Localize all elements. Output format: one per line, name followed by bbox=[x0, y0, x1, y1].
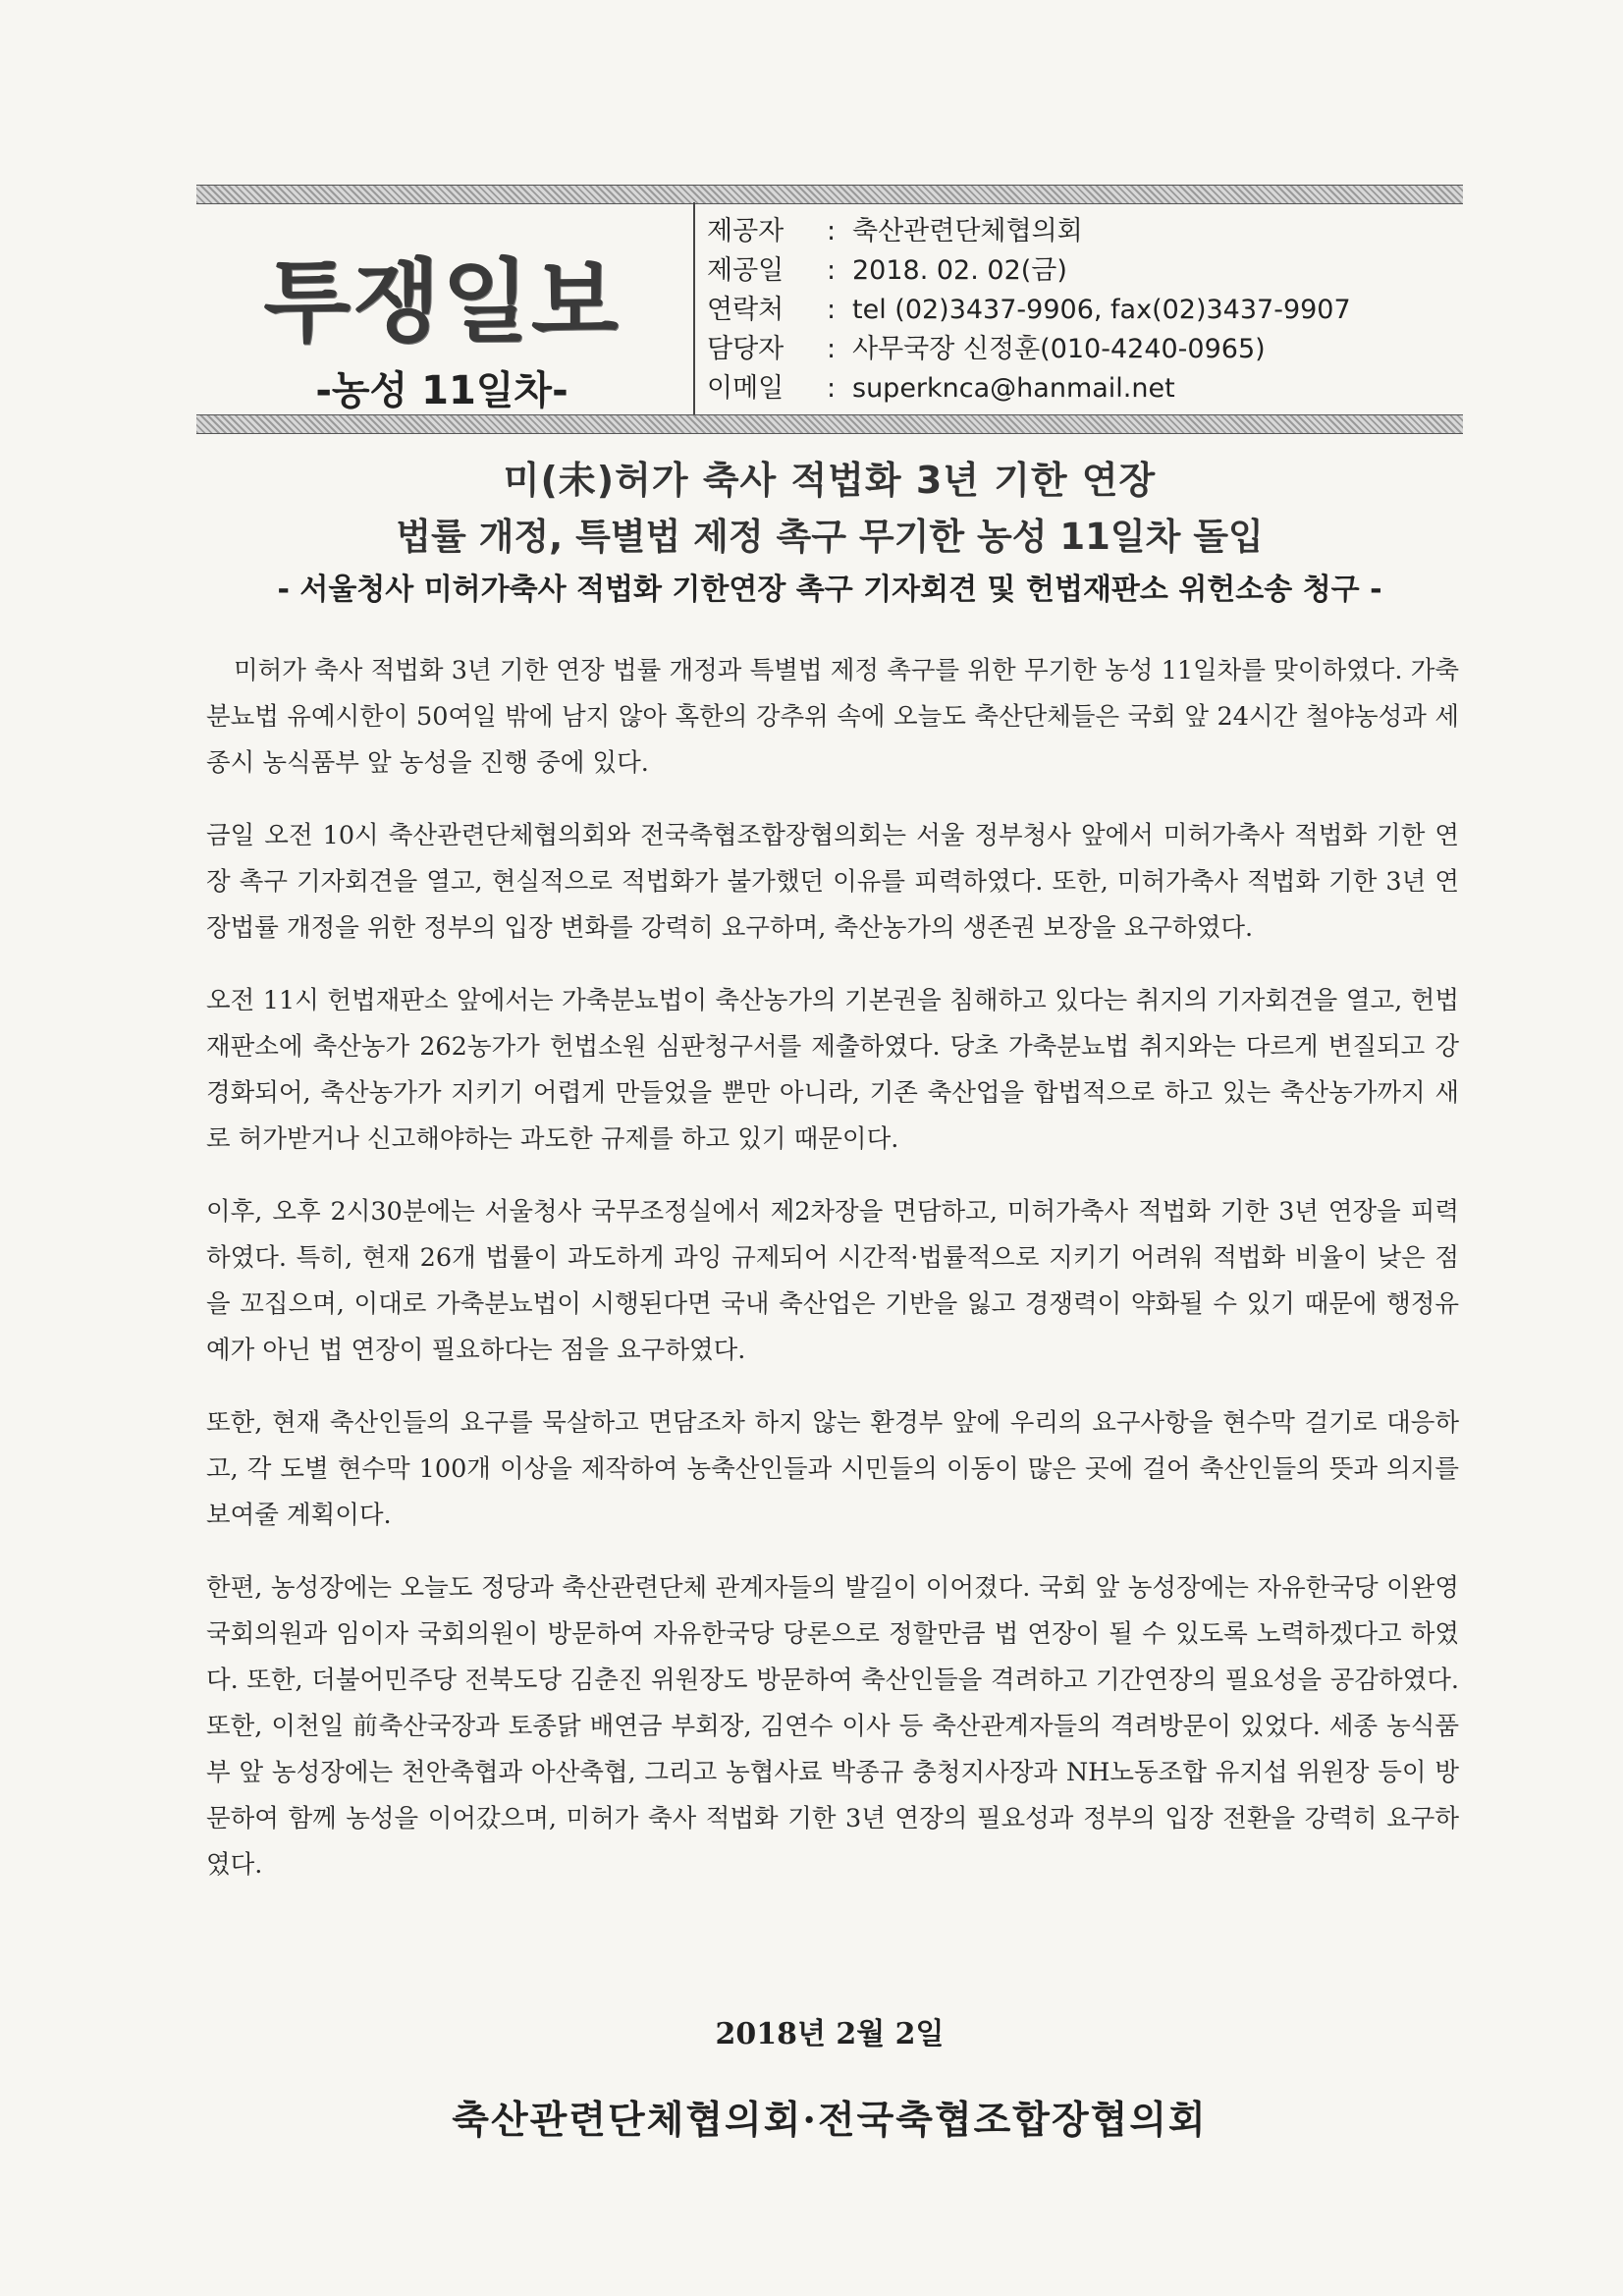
masthead-block bbox=[196, 202, 687, 414]
info-label: 담당자 bbox=[707, 334, 784, 364]
header-bottom-border bbox=[196, 414, 1463, 434]
info-row-date: 제공일 : 2018. 02. 02(금) bbox=[707, 251, 1453, 291]
paragraph: 한편, 농성장에는 오늘도 정당과 축산관련단체 관계자들의 발길이 이어졌다. 국회 앞 농성장에는 자유한국당 이완영 국회의원과 임이자 국회의원이 방문하여 자유한국당 당론으로 정할만큼 법 연장이 될 수 있도록 노력하겠다고 하였다. 또한, 더불어민주당 전북도당 김춘진 위원장도 방문하여 축산인들을 격려하고 기간연장의 필요성을 공감하였다. 또한, 이천일 前축산국장과 토종닭 배연금 부회장, 김연수 이사 등 축산관계자들의 격려방문이 있었다. 세종 농식품부 앞 농성장에는 천안축협과 아산축협, 그리고 농협사료 박종규 충청지사장과 NH노동조합 유지섭 위원장 등이 방문하여 함께 농성을 이어갔으며, 미허가 축사 적법화 기한 3년 연장의 필요성과 정부의 입장 전환을 강력히 요구하였다. bbox=[206, 1573, 1459, 1880]
masthead-title: 투쟁일보 bbox=[263, 249, 621, 355]
headline-block bbox=[196, 452, 1463, 615]
paragraph: 또한, 현재 축산인들의 요구를 묵살하고 면담조차 하지 않는 환경부 앞에 우리의 요구사항을 현수막 걸기로 대응하고, 각 도별 현수막 100개 이상을 제작하여 농축산인들과 시민들의 이동이 많은 곳에 걸어 축산인들의 뜻과 의지를 보여줄 계획이다. bbox=[206, 1408, 1459, 1530]
info-value: 2018. 02. 02(금) bbox=[852, 255, 1067, 286]
paragraph: 오전 11시 헌법재판소 앞에서는 가축분뇨법이 축산농가의 기본권을 침해하고 있다는 취지의 기자회견을 열고, 헌법재판소에 축산농가 262농가가 헌법소원 심판청구서를 제출하였다. 당초 가축분뇨법 취지와는 다르게 변질되고 강경화되어, 축산농가가 지키기 어렵게 만들었을 뿐만 아니라, 기존 축산업을 합법적으로 하고 있는 축산농가까지 새로 허가받거나 신고해야하는 과도한 규제를 하고 있기 때문이다. bbox=[206, 986, 1459, 1154]
info-value: 사무국장 신정훈(010-4240-0965) bbox=[852, 334, 1266, 364]
summary-line: - 서울청사 미허가축사 적법화 기한연장 촉구 기자회견 및 헌법재판소 위헌소송 청구 - bbox=[277, 573, 1382, 607]
info-row-contact: 연락처 : tel (02)3437-9906, fax(02)3437-9907 bbox=[707, 291, 1453, 330]
info-value: superknca@hanmail.net bbox=[852, 373, 1175, 404]
header-divider bbox=[693, 202, 695, 414]
info-row-provider: 제공자 : 축산관련단체협의회 bbox=[707, 212, 1453, 251]
article-body bbox=[206, 648, 1459, 1915]
info-label: 연락처 bbox=[707, 295, 784, 325]
release-date: 2018년 2월 2일 bbox=[715, 2017, 945, 2051]
issuer-signature: 축산관련단체협의회·전국축협조합장협의회 bbox=[452, 2098, 1208, 2143]
info-row-manager: 담당자 : 사무국장 신정훈(010-4240-0965) bbox=[707, 330, 1453, 369]
header-top-border bbox=[196, 185, 1463, 204]
info-label: 제공일 bbox=[707, 255, 784, 286]
info-label: 제공자 bbox=[707, 216, 784, 246]
info-label: 이메일 bbox=[707, 373, 784, 404]
subheadline: 법률 개정, 특별법 제정 촉구 무기한 농성 11일차 돌입 bbox=[396, 516, 1264, 558]
sit-in-day-label: -농성 11일차- bbox=[315, 368, 568, 413]
headline: 미(未)허가 축사 적법화 3년 기한 연장 bbox=[503, 459, 1157, 502]
info-value: 축산관련단체협의회 bbox=[852, 216, 1083, 246]
contact-info bbox=[707, 212, 1453, 409]
info-value: tel (02)3437-9906, fax(02)3437-9907 bbox=[852, 295, 1351, 325]
paragraph: 이후, 오후 2시30분에는 서울청사 국무조정실에서 제2차장을 면담하고, 미허가축사 적법화 기한 3년 연장을 피력하였다. 특히, 현재 26개 법률이 과도하게 과잉 규제되어 시간적·법률적으로 지키기 어려워 적법화 비율이 낮은 점을 꼬집으며, 이대로 가축분뇨법이 시행된다면 국내 축산업은 기반을 잃고 경쟁력이 약화될 수 있기 때문에 행정유예가 아닌 법 연장이 필요하다는 점을 요구하였다. bbox=[206, 1197, 1459, 1365]
paragraph: 금일 오전 10시 축산관련단체협의회와 전국축협조합장협의회는 서울 정부청사 앞에서 미허가축사 적법화 기한 연장 촉구 기자회견을 열고, 현실적으로 적법화가 불가했던 이유를 피력하였다. 또한, 미허가축사 적법화 기한 3년 연장법률 개정을 위한 정부의 입장 변화를 강력히 요구하며, 축산농가의 생존권 보장을 요구하였다. bbox=[206, 821, 1459, 943]
info-row-email: 이메일 : superknca@hanmail.net bbox=[707, 369, 1453, 409]
header-box bbox=[196, 185, 1463, 432]
paragraph: 미허가 축사 적법화 3년 기한 연장 법률 개정과 특별법 제정 촉구를 위한 무기한 농성 11일차를 맞이하였다. 가축분뇨법 유예시한이 50여일 밖에 남지 않아 혹한의 강추위 속에 오늘도 축산단체들은 국회 앞 24시간 철야농성과 세종시 농식품부 앞 농성을 진행 중에 있다. bbox=[206, 656, 1459, 778]
